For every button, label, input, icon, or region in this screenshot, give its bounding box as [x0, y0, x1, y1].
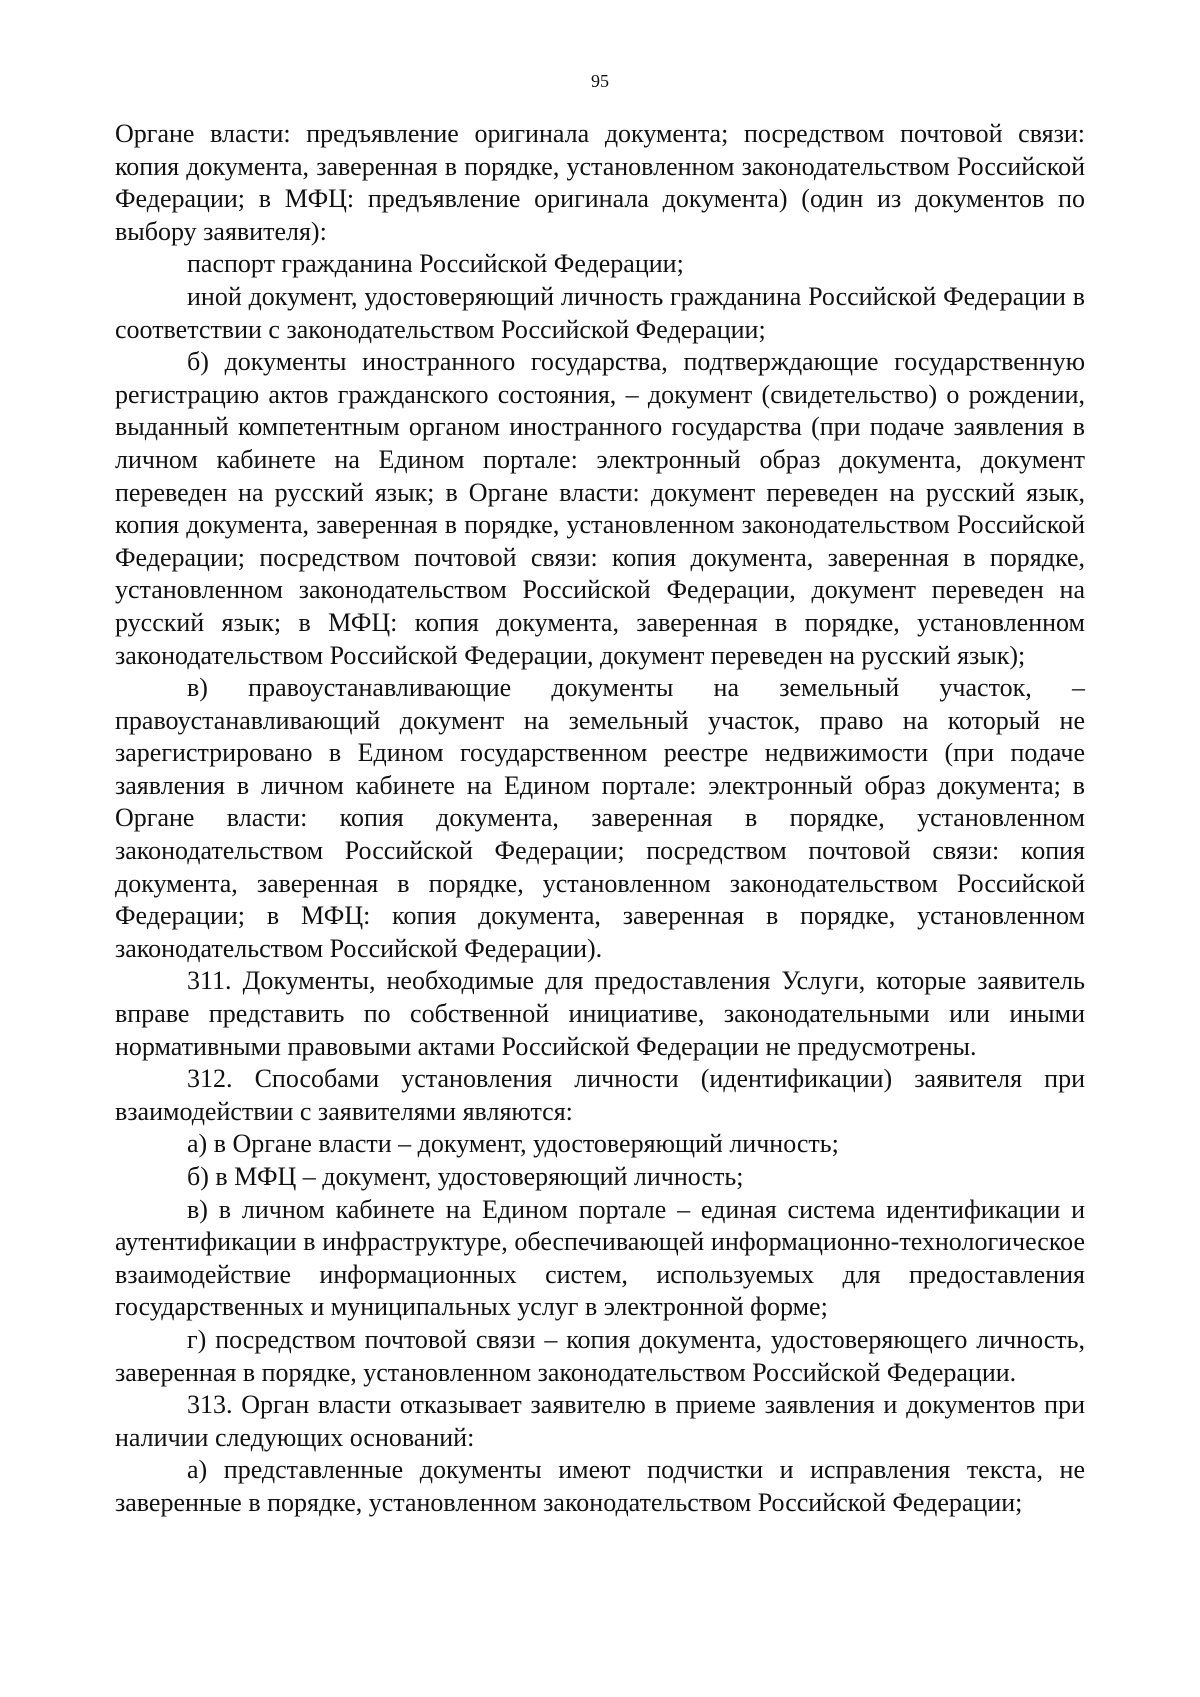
paragraph-312: 312. Способами установления личности (идентификации) заявителя при взаимодействии с заявителями являются:	[115, 1064, 1085, 1126]
paragraph-312-b: б) в МФЦ – документ, удостоверяющий личность;	[187, 1162, 744, 1191]
paragraph-item-b-foreign-documents: б) документы иностранного государства, подтверждающие государственную регистрацию актов гражданского состояния, – документ (свидетельство) о рождении, выданный компетентным органом иностранного государства (при подаче заявления в личном кабинете на Едином портале: электронный образ документа, документ переведен на русский язык; в Органе власти: документ переведен на русский язык, копия документа, заверенная в порядке, установленном законодательством Российской Федерации; посредством почтовой связи: копия документа, заверенная в порядке, установленном законодательством Российской Федерации, документ переведен на русский язык; в МФЦ: копия документа, заверенная в порядке, установленном законодательством Российской Федерации, документ переведен на русский язык);	[115, 347, 1085, 670]
paragraph-313: 313. Орган власти отказывает заявителю в приеме заявления и документов при наличии следующих оснований:	[115, 1390, 1085, 1452]
paragraph-311: 311. Документы, необходимые для предоставления Услуги, которые заявитель вправе представить по собственной инициативе, законодательными или иными нормативными правовыми актами Российской Федерации не предусмотрены.	[115, 966, 1085, 1061]
paragraph-continuation: Органе власти: предъявление оригинала документа; посредством почтовой связи: копия документа, заверенная в порядке, установленном законодательством Российской Федерации; в МФЦ: предъявление оригинала документа) (один из документов по выбору заявителя):	[115, 119, 1085, 246]
document-body	[115, 118, 1085, 1520]
paragraph-passport: паспорт гражданина Российской Федерации;	[187, 249, 684, 279]
paragraph-312-v: в) в личном кабинете на Едином портале – единая система идентификации и аутентификации в инфраструктуре, обеспечивающей информационно-технологическое взаимодействие информационных систем, используемых для предоставления государственных и муниципальных услуг в электронной форме;	[115, 1194, 1085, 1322]
paragraph-other-id-document: иной документ, удостоверяющий личность гражданина Российской Федерации в соответствии с законодательством Российской Федерации;	[115, 281, 1085, 344]
paragraph-312-a: а) в Органе власти – документ, удостоверяющий личность;	[187, 1129, 839, 1159]
page-number: 95	[591, 71, 609, 91]
paragraph-312-g: г) посредством почтовой связи – копия документа, удостоверяющего личность, заверенная в порядке, установленном законодательством Российской Федерации.	[115, 1324, 1085, 1387]
paragraph-item-v-land-documents: в) правоустанавливающие документы на земельный участок, – правоустанавливающий документ на земельный участок, право на который не зарегистрировано в Едином государственном реестре недвижимости (при подаче заявления в личном кабинете на Едином портале: электронный образ документа; в Органе власти: копия документа, заверенная в порядке, установленном законодательством Российской Федерации; посредством почтовой связи: копия документа, заверенная в порядке, установленном законодательством Российской Федерации; в МФЦ: копия документа, заверенная в порядке, установленном законодательством Российской Федерации).	[115, 673, 1085, 963]
paragraph-313-a: а) представленные документы имеют подчистки и исправления текста, не заверенные в порядке, установленном законодательством Российской Федерации;	[115, 1455, 1085, 1517]
